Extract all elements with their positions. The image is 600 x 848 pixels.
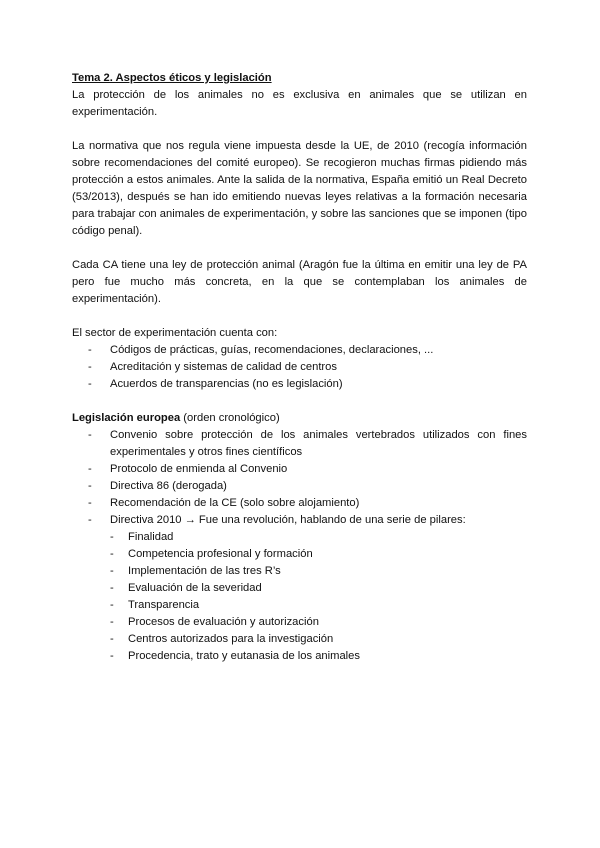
list-item: - Centros autorizados para la investigación — [110, 631, 527, 648]
list-item: - Directiva 86 (derogada) — [88, 478, 527, 495]
list-item: - Procedencia, trato y eutanasia de los animales — [110, 648, 527, 665]
list-item: - Acreditación y sistemas de calidad de centros — [88, 359, 527, 376]
legislacion-list — [72, 427, 527, 529]
ca-paragraph: Cada CA tiene una ley de protección animal (Aragón fue la última en emitir una ley de PA pero fue mucho más concreta, en la que se contemplaban los animales de experimentación). — [72, 259, 527, 305]
legislacion-heading: Legislación europea — [72, 412, 181, 424]
list-item: - Procesos de evaluación y autorización — [110, 614, 527, 631]
list-item: - Transparencia — [110, 597, 527, 614]
list-item: - Códigos de prácticas, guías, recomendaciones, declaraciones, ... — [88, 342, 527, 359]
list-item: - Implementación de las tres R’s — [110, 563, 527, 580]
legislacion-note: (orden cronológico) — [180, 412, 280, 424]
pilares-list — [72, 529, 527, 665]
intro-paragraph: La protección de los animales no es exclusiva en animales que se utilizan en experimentación. — [72, 89, 527, 118]
sector-intro: El sector de experimentación cuenta con: — [72, 327, 278, 339]
spacer — [72, 393, 527, 410]
list-item: - Acuerdos de transparencias (no es legislación) — [88, 376, 527, 393]
list-item: - Directiva 2010 → Fue una revolución, hablando de una serie de pilares: — [88, 512, 527, 529]
document-content — [72, 70, 527, 665]
legislacion-heading-line — [72, 410, 527, 427]
list-item: - Recomendación de la CE (solo sobre alojamiento) — [88, 495, 527, 512]
spacer — [72, 308, 527, 325]
list-item: - Evaluación de la severidad — [110, 580, 527, 597]
sector-list — [72, 342, 527, 393]
normativa-paragraph: La normativa que nos regula viene impuesta desde la UE, de 2010 (recogía información sobre recomendaciones del comité europeo). Se recogieron muchas firmas pidiendo más protección a estos animales. Ante la salida de la normativa, España emitió un Real Decreto (53/2013), después se han ido emitiendo nuevas leyes relativas a la formación necesaria para trabajar con animales de experimentación, y sobre las sanciones que se imponen (tipo código penal). — [72, 140, 527, 237]
spacer — [72, 240, 527, 257]
list-item: - Convenio sobre protección de los animales vertebrados utilizados con fines experimentales y otros fines científicos — [88, 427, 527, 461]
list-item: - Finalidad — [110, 529, 527, 546]
spacer — [72, 121, 527, 138]
page-title: Tema 2. Aspectos éticos y legislación — [72, 72, 272, 84]
list-item: - Competencia profesional y formación — [110, 546, 527, 563]
list-item: - Protocolo de enmienda al Convenio — [88, 461, 527, 478]
